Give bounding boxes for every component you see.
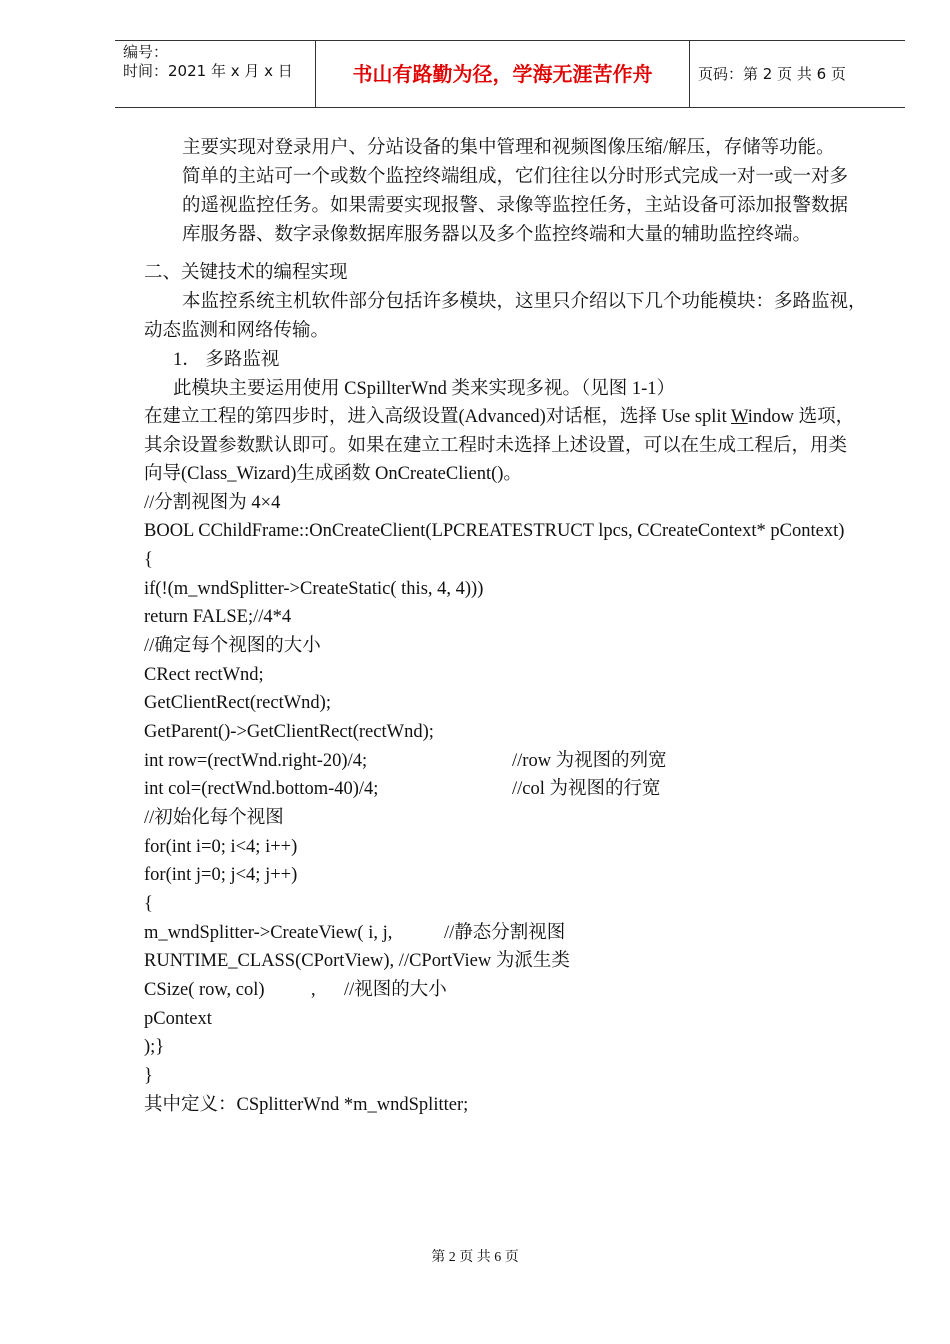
header-page-cell bbox=[690, 41, 905, 107]
paragraph-line: 的遥视监控任务。如果需要实现报警、录像等监控任务，主站设备可添加报警数据 bbox=[182, 196, 849, 216]
code-line: //初始化每个视图 bbox=[144, 808, 284, 828]
paragraph-line: 本监控系统主机软件部分包括许多模块，这里只介绍以下几个功能模块：多路监视， bbox=[182, 292, 867, 312]
code-separator: , bbox=[311, 980, 316, 1000]
code-comment: //静态分割视图 bbox=[444, 923, 566, 943]
code-line: m_wndSplitter->CreateView( i, j, bbox=[144, 923, 393, 943]
header-meta-cell bbox=[115, 41, 316, 107]
text-run: indow 选项， bbox=[747, 407, 855, 427]
code-line: } bbox=[144, 1066, 153, 1086]
code-comment: //col 为视图的行宽 bbox=[512, 779, 661, 799]
doc-time-label: 时间：2021 年 x 月 x 日 bbox=[123, 62, 293, 80]
paragraph-line bbox=[144, 405, 854, 429]
code-comment: //视图的大小 bbox=[344, 980, 447, 1000]
header-page-info: 页码：第 2 页 共 6 页 bbox=[698, 65, 846, 83]
code-line: CSize( row, col) bbox=[144, 980, 265, 1000]
code-line: );} bbox=[144, 1037, 165, 1057]
code-line: BOOL CChildFrame::OnCreateClient(LPCREATESTRUCT lpcs, CCreateContext* pContext) bbox=[144, 521, 845, 541]
code-line: pContext bbox=[144, 1009, 212, 1029]
code-line: GetParent()->GetClientRect(rectWnd); bbox=[144, 722, 434, 742]
code-line: int col=(rectWnd.bottom-40)/4; bbox=[144, 779, 379, 799]
code-line: //分割视图为 4×4 bbox=[144, 493, 281, 513]
paragraph-line: 其中定义：CSplitterWnd *m_wndSplitter; bbox=[144, 1095, 469, 1115]
code-line: for(int j=0; j<4; j++) bbox=[144, 865, 298, 885]
header-motto: 书山有路勤为径，学海无涯苦作舟 bbox=[316, 41, 690, 107]
code-line: GetClientRect(rectWnd); bbox=[144, 693, 331, 713]
code-line: CRect rectWnd; bbox=[144, 665, 264, 685]
page-footer: 第 2 页 共 6 页 bbox=[431, 1250, 519, 1265]
code-line: int row=(rectWnd.right-20)/4; bbox=[144, 751, 368, 771]
doc-number-label: 编号： bbox=[123, 43, 169, 61]
paragraph-line: 动态监测和网络传输。 bbox=[144, 321, 330, 341]
code-line: return FALSE;//4*4 bbox=[144, 607, 292, 627]
paragraph-line: 简单的主站可一个或数个监控终端组成，它们往往以分时形式完成一对一或一对多 bbox=[182, 167, 849, 187]
paragraph-line: 主要实现对登录用户、分站设备的集中管理和视频图像压缩/解压，存储等功能。 bbox=[182, 138, 835, 158]
code-line: if(!(m_wndSplitter->CreateStatic( this, 4, 4))) bbox=[144, 579, 484, 599]
underlined-text-run: W bbox=[731, 407, 748, 427]
code-line: { bbox=[144, 894, 153, 914]
code-line: for(int i=0; i<4; i++) bbox=[144, 837, 298, 857]
code-comment: //row 为视图的列宽 bbox=[512, 751, 667, 771]
paragraph-line: 其余设置参数默认即可。如果在建立工程时未选择上述设置，可以在生成工程后，用类 bbox=[144, 436, 848, 456]
page-header bbox=[115, 40, 905, 108]
subsection-heading: 1． 多路监视 bbox=[173, 350, 280, 370]
paragraph-line: 此模块主要运用使用 CSpillterWnd 类来实现多视。（见图 1-1） bbox=[173, 379, 676, 399]
code-line: { bbox=[144, 550, 153, 570]
paragraph-line: 向导(Class_Wizard)生成函数 OnCreateClient()。 bbox=[144, 464, 522, 484]
section-heading: 二、关键技术的编程实现 bbox=[144, 263, 348, 283]
text-run: 在建立工程的第四步时，进入高级设置(Advanced)对话框，选择 Use split bbox=[144, 407, 731, 427]
code-line: RUNTIME_CLASS(CPortView), //CPortView 为派生类 bbox=[144, 951, 570, 971]
paragraph-line: 库服务器、数字录像数据库服务器以及多个监控终端和大量的辅助监控终端。 bbox=[182, 225, 812, 245]
code-line: //确定每个视图的大小 bbox=[144, 636, 321, 656]
